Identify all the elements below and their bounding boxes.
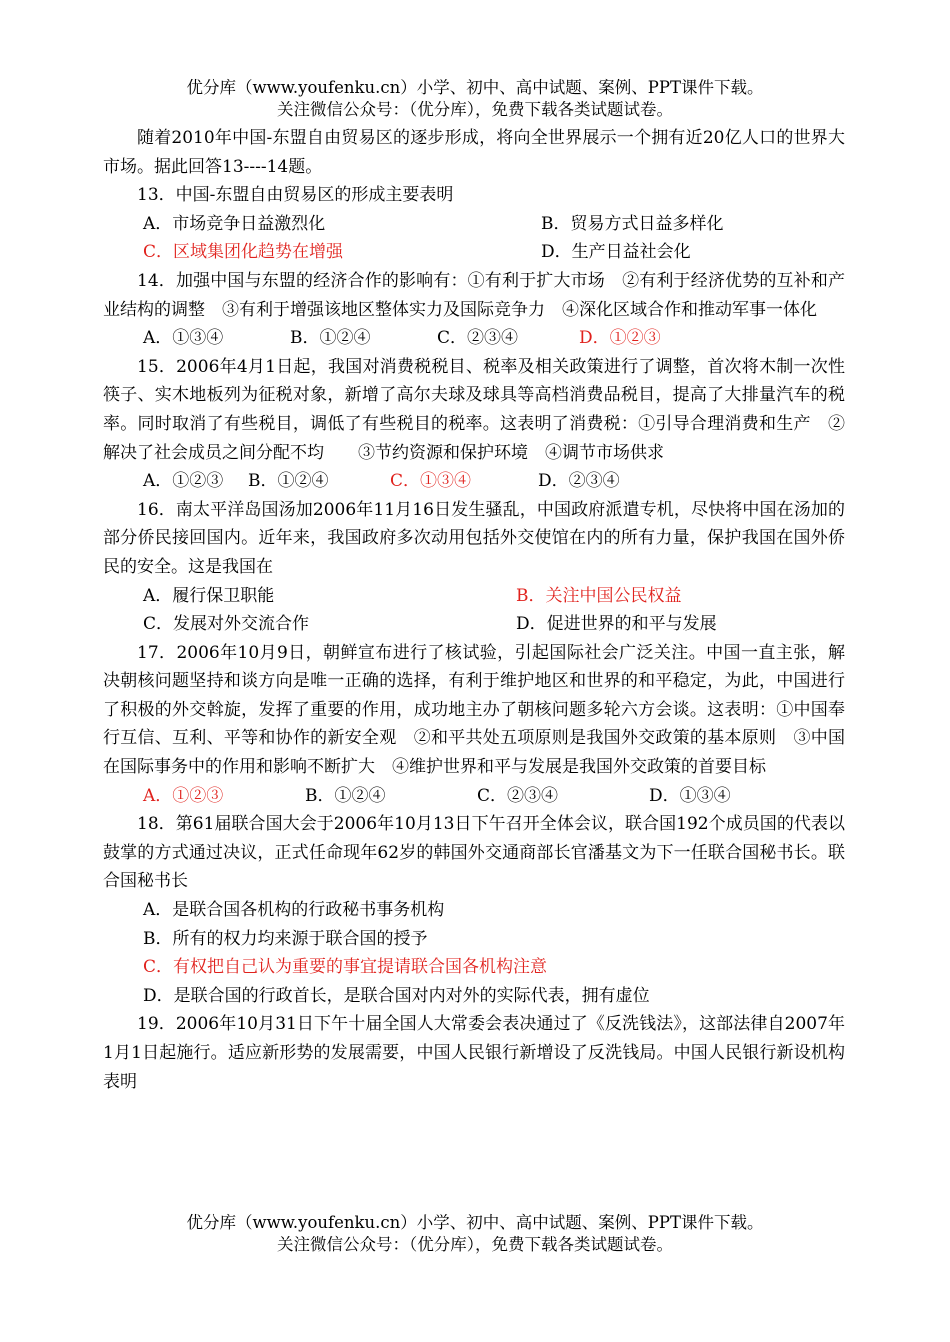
question-content [103, 124, 845, 1096]
q17-option-d: D．①③④ [649, 785, 731, 806]
intro-paragraph: 随着2010年中国-东盟自由贸易区的逐步形成，将向全世界展示一个拥有近20亿人口的世界大市场。据此回答13----14题。 [103, 128, 845, 177]
q19-stem: 19．2006年10月31日下午十届全国人大常委会表决通过了《反洗钱法》，这部法律自2007年1月1日起施行。适应新形势的发展需要，中国人民银行新增设了反洗钱局。中国人民银行新设机构表明 [103, 1014, 845, 1092]
q13-option-c-answer: C．区域集团化趋势在增强 [143, 242, 344, 263]
q15-option-a: A．①②③ [143, 471, 224, 492]
header-line-2: 关注微信公众号：（优分库），免费下载各类试题试卷。 [277, 100, 673, 119]
q16-option-a: A．履行保卫职能 [143, 585, 275, 606]
page-footer [0, 1212, 950, 1256]
q17-option-b: B．①②④ [305, 785, 386, 806]
q15-stem: 15．2006年4月1日起，我国对消费税税目、税率及相关政策进行了调整，首次将木制一次性筷子、实木地板列为征税对象，新增了高尔夫球及球具等高档消费品税目，提高了大排量汽车的税率。同时取消了有些税目，调低了有些税目的税率。这表明了消费税：①引导合理消费和生产 ②解决了社会成员之间分配不均 ③节约资源和保护环境 ④调节市场供求 [103, 356, 845, 463]
q16-stem: 16．南太平洋岛国汤加2006年11月16日发生骚乱，中国政府派遣专机，尽快将中国在汤加的部分侨民接回国内。近年来，我国政府多次动用包括外交使馆在内的所有力量，保护我国在国外侨民的安全。这是我国在 [103, 499, 845, 577]
q15-option-d: D．②③④ [538, 471, 620, 492]
footer-line-1: 优分库（www.youfenku.cn）小学、初中、高中试题、案例、PPT课件下载。 [186, 1213, 764, 1232]
q18-stem: 18．第61届联合国大会于2006年10月13日下午召开全体会议，联合国192个成员国的代表以鼓掌的方式通过决议，正式任命现年62岁的韩国外交通商部长官潘基文为下一任联合国秘书长。联合国秘书长 [103, 814, 845, 892]
q16-options-row-2 [103, 610, 845, 639]
q14-options [103, 324, 845, 353]
q17-option-c: C．②③④ [477, 785, 559, 806]
q18-option-a: A．是联合国各机构的行政秘书事务机构 [143, 900, 445, 921]
q18-option-d: D．是联合国的行政首长，是联合国对内对外的实际代表，拥有虚位 [143, 985, 650, 1006]
q14-option-b: B．①②④ [290, 328, 371, 349]
q17-option-a-answer: A．①②③ [143, 785, 224, 806]
q16-option-c: C．发展对外交流合作 [143, 614, 310, 635]
q14-option-c: C．②③④ [437, 328, 519, 349]
q14-option-d-answer: D．①②③ [579, 328, 661, 349]
q13-options-row-2 [103, 238, 845, 267]
q13-stem: 13．中国-东盟自由贸易区的形成主要表明 [137, 185, 454, 206]
q16-option-d: D．促进世界的和平与发展 [516, 614, 717, 635]
footer-line-2: 关注微信公众号：（优分库），免费下载各类试题试卷。 [277, 1235, 673, 1254]
header-line-1: 优分库（www.youfenku.cn）小学、初中、高中试题、案例、PPT课件下载。 [186, 78, 764, 97]
q13-options-row-1 [103, 210, 845, 239]
q17-stem: 17．2006年10月9日，朝鲜宣布进行了核试验，引起国际社会广泛关注。中国一直主张，解决朝核问题坚持和谈方向是唯一正确的选择，有利于维护地区和世界的和平稳定，为此，中国进行了积极的外交斡旋，发挥了重要的作用，成功地主办了朝核问题多轮六方会谈。这表明：①中国奉行互信、互利、平等和协作的新安全观 ②和平共处五项原则是我国外交政策的基本原则 ③中国在国际事务中的作用和影响不断扩大 ④维护世界和平与发展是我国外交政策的首要目标 [103, 642, 845, 778]
q14-option-a: A．①③④ [143, 328, 224, 349]
q15-option-b: B．①②④ [248, 471, 329, 492]
q18-option-b: B．所有的权力均来源于联合国的授予 [143, 928, 428, 949]
q13-option-d: D．生产日益社会化 [541, 242, 691, 263]
q13-option-b: B．贸易方式日益多样化 [541, 213, 724, 234]
q18-option-c-answer: C．有权把自己认为重要的事宜提请联合国各机构注意 [143, 957, 548, 978]
q17-options [103, 782, 845, 811]
page-header [0, 77, 950, 121]
q15-option-c-answer: C．①③④ [390, 471, 472, 492]
q16-options-row-1 [103, 582, 845, 611]
q16-option-b-answer: B．关注中国公民权益 [516, 585, 682, 606]
q14-stem: 14．加强中国与东盟的经济合作的影响有：①有利于扩大市场 ②有利于经济优势的互补和产业结构的调整 ③有利于增强该地区整体实力及国际竞争力 ④深化区域合作和推动军事一体化 [103, 270, 845, 320]
q13-option-a: A．市场竞争日益激烈化 [143, 213, 326, 234]
q15-options [103, 467, 845, 496]
